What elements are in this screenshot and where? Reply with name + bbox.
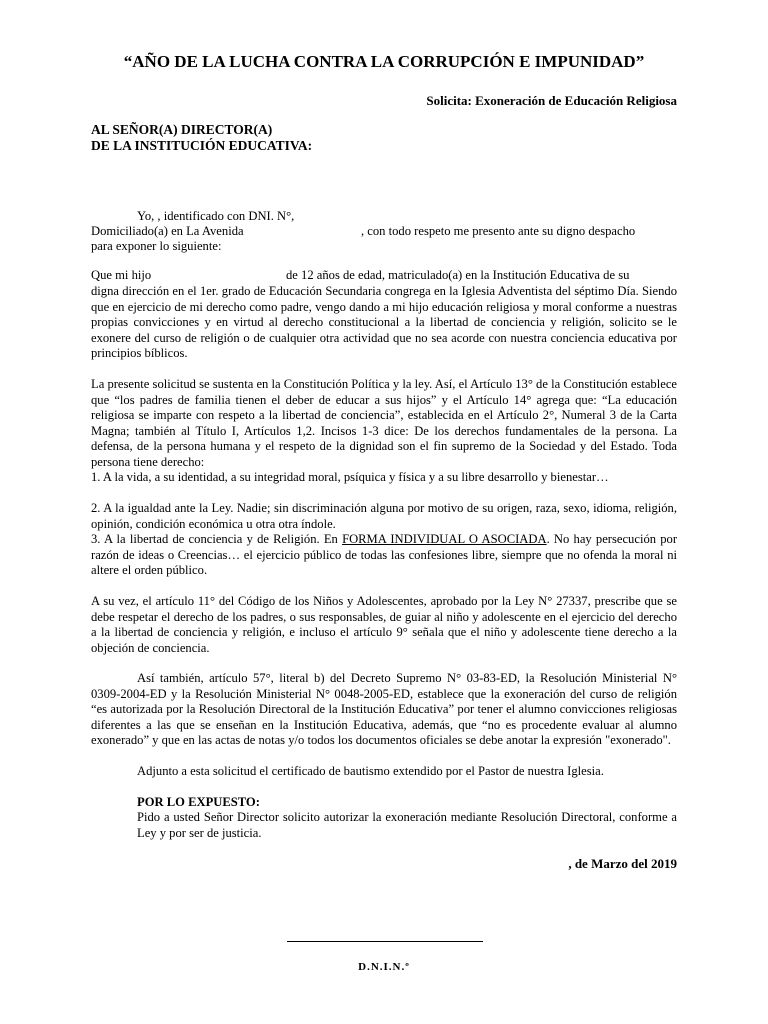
paragraph-1: digna dirección en el 1er. grado de Educación Secundaria congrega en la Iglesia Adventista del séptimo Día. Siendo que en ejercicio de mi derecho como padre, vengo dando a mi hijo educación religiosa y moral conforme a nuestras propias convicciones y en virtud al derecho constitucional a la libertad de conciencia y religión, solicito se le exonere del curso de religión o de cualquier otra actividad que no sea acorde con nuestra conciencia educativa por principios bíblicos.	[91, 284, 677, 361]
paragraph-2: La presente solicitud se sustenta en la Constitución Política y la ley. Así, el Artículo 13° de la Constitución establece que “los padres de familia tienen el deber de educar a sus hijos” y el Artículo 14° agrega que: “La educación religiosa se imparte con respeto a la libertad de conciencia”, establecida en el Artículo 2°, Numeral 3 de la Carta Magna; también al Título I, Artículos 1,2. Incisos 1-3 dice: De los derechos fundamentales de la persona. La defensa, de la persona humana y el respeto de la dignidad son el fin supremo de la Sociedad y del Estado. Toda persona tiene derecho:	[91, 377, 677, 469]
list-item-2: 2. A la igualdad ante la Ley. Nadie; sin discriminación alguna por motivo de su origen, raza, sexo, idioma, religión, opinión, condición económica u otra otra índole.	[91, 501, 677, 531]
document-title: “AÑO DE LA LUCHA CONTRA LA CORRUPCIÓN E IMPUNIDAD”	[123, 52, 645, 71]
paragraph-4: Así también, artículo 57°, literal b) del Decreto Supremo N° 03-83-ED, la Resolución Ministerial N° 0309-2004-ED y la Resolución Ministerial N° 0048-2005-ED, establece que la exoneración del curso de religión “es autorizada por la Resolución Directoral de la Institución Educativa” por tener el alumno convicciones religiosas diferentes a las que se enseñan en la Institución Educativa, además, que “no es procedente evaluar al alumno exonerado” y que en las actas de notas y/o todos los documentos oficiales se debe anotar la expresión "exonerado".	[91, 671, 677, 748]
addressee-line-1: AL SEÑOR(A) DIRECTOR(A)	[91, 122, 273, 137]
list-item-3-end: . No hay persecución por razón de ideas o Creencias… el ejercicio público de todas las confesiones libre, siempre que no ofenda la moral ni altere el orden público.	[91, 532, 678, 578]
closing-heading: POR LO EXPUESTO:	[137, 795, 260, 809]
closing-request: Pido a usted Señor Director solicito autorizar la exoneración mediante Resolución Directoral, conforme a Ley y por ser de justicia.	[137, 810, 677, 840]
p1-line-1-start: Que mi hijo	[91, 268, 152, 282]
list-item-3-emphasis: FORMA INDIVIDUAL O ASOCIADA	[342, 532, 547, 546]
paragraph-3: A su vez, el artículo 11° del Código de los Niños y Adolescentes, aprobado por la Ley N° 27337, prescribe que se debe respetar el derecho de los padres, o sus responsables, de guiar al niño y adolescente en el ejercicio del derecho a la libertad de conciencia y religión, e incluso el artículo 9° señala que el niño y adolescente tiene derecho a la objeción de conciencia.	[91, 594, 677, 655]
request-subject: Solicita: Exoneración de Educación Religiosa	[426, 93, 677, 108]
intro-line-2-start: Domiciliado(a) en La Avenida	[91, 224, 244, 238]
signature-line	[287, 941, 483, 942]
list-item-1: 1. A la vida, a su identidad, a su integridad moral, psíquica y física y a su libre desarrollo y bienestar…	[91, 470, 609, 484]
attachment-note: Adjunto a esta solicitud el certificado de bautismo extendido por el Pastor de nuestra Iglesia.	[137, 764, 604, 778]
intro-line-2-end: , con todo respeto me presento ante su digno despacho	[361, 224, 636, 238]
list-item-3-start: 3. A la libertad de conciencia y de Religión. En	[91, 532, 343, 546]
intro-line-1: Yo, , identificado con DNI. N°,	[137, 209, 295, 223]
intro-line-3: para exponer lo siguiente:	[91, 239, 222, 253]
list-item-3	[91, 532, 677, 579]
addressee-line-2: DE LA INSTITUCIÓN EDUCATIVA:	[91, 138, 313, 153]
p1-line-1-end: de 12 años de edad, matriculado(a) en la Institución Educativa de su	[286, 268, 630, 282]
document-date: , de Marzo del 2019	[568, 856, 677, 871]
signature-dni-label: D.N.I.N.º	[358, 961, 410, 973]
